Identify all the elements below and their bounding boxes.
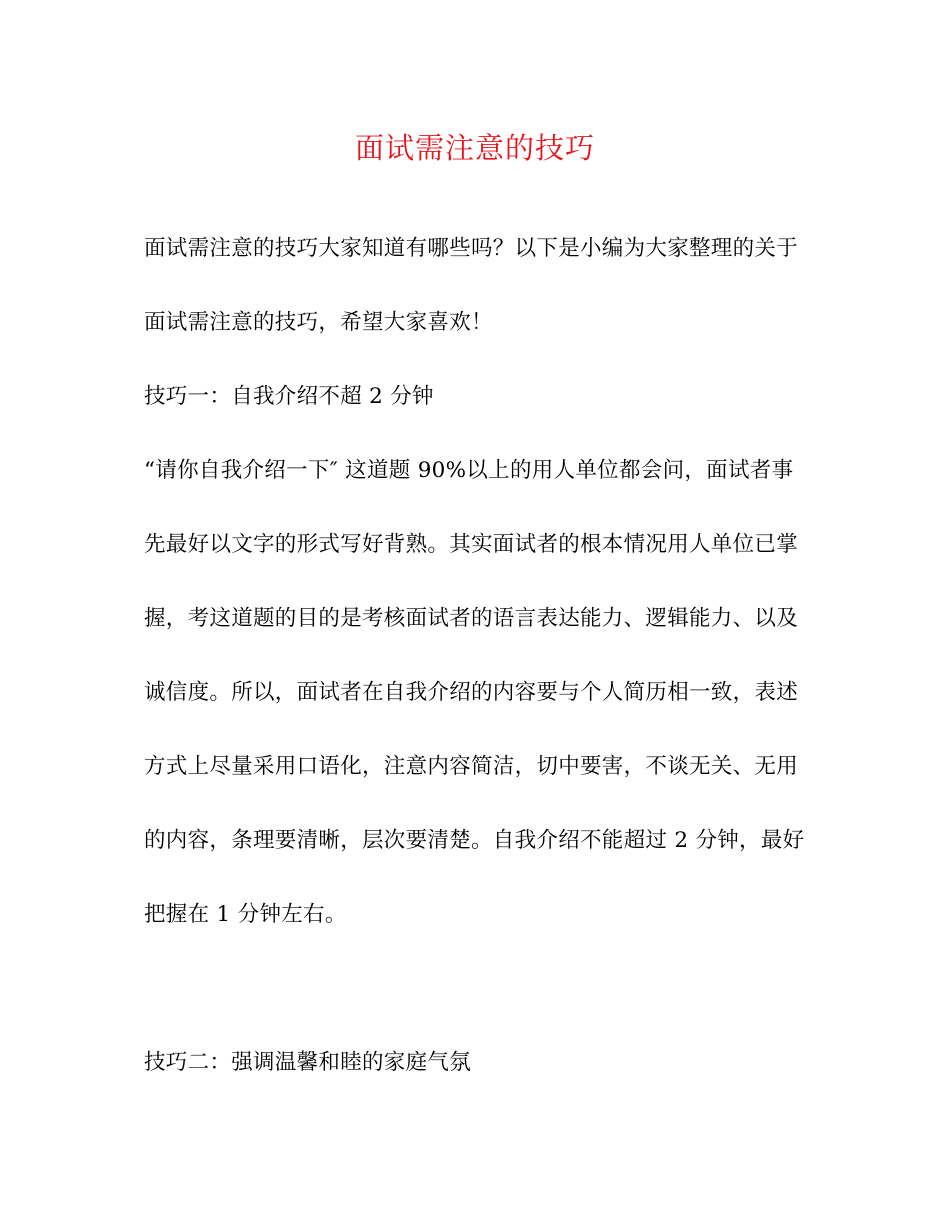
paragraph-line: 握，考这道题的目的是考核面试者的语言表达能力、逻辑能力、以及 xyxy=(144,606,799,631)
blank-line xyxy=(144,952,809,1026)
paragraph-line: 诚信度。所以，面试者在自我介绍的内容要与个人简历相一致，表述 xyxy=(144,680,799,705)
paragraph-line: 方式上尽量采用口语化，注意内容简洁，切中要害，不谈无关、无用 xyxy=(144,754,799,779)
paragraph-line: 面试需注意的技巧，希望大家喜欢！ xyxy=(144,310,493,335)
paragraph-line: 面试需注意的技巧大家知道有哪些吗？以下是小编为大家整理的关于 xyxy=(144,236,799,261)
section-heading-1: 技巧一：自我介绍不超 2 分钟 xyxy=(144,384,434,409)
section-heading-2: 技巧二：强调温馨和睦的家庭气氛 xyxy=(144,1050,472,1075)
paragraph-line: 把握在 1 分钟左右。 xyxy=(144,902,347,927)
paragraph-line: 的内容，条理要清晰，层次要清楚。自我介绍不能超过 2 分钟，最好 xyxy=(144,828,805,853)
document-title: 面试需注意的技巧 xyxy=(354,131,595,165)
paragraph-line: “请你自我介绍一下″ 这道题 90%以上的用人单位都会问，面试者事 xyxy=(144,458,794,483)
document-body xyxy=(144,212,809,1100)
paragraph-line: 先最好以文字的形式写好背熟。其实面试者的根本情况用人单位已掌 xyxy=(144,532,799,557)
